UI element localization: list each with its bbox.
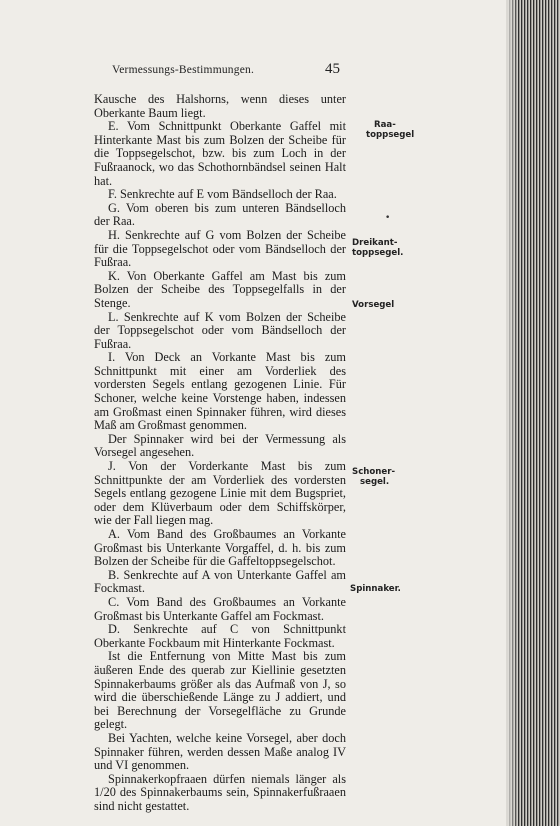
paragraph: K. Von Oberkante Gaffel am Mast bis zum Bolzen der Scheibe des Toppsegelfalls in der Stenge. (94, 268, 346, 310)
margin-note-vorsegel: Vorsegel (352, 300, 395, 310)
margin-note-schonersegel: Schoner- segel. (352, 467, 396, 487)
paragraph: G. Vom oberen bis zum unteren Bändselloch der Raa. (94, 200, 346, 229)
paragraph: Kausche des Halshorns, wenn dieses unter Oberkante Baum liegt. (94, 92, 346, 120)
paragraph: F. Senkrechte auf E vom Bändselloch der Raa. (108, 187, 337, 202)
speck-mark: • (385, 213, 391, 223)
paragraph: D. Senkrechte auf C von Schnittpunkt Oberkante Fockbaum mit Hinterkante Fockmast. (94, 622, 346, 650)
page-edge-stack (506, 0, 560, 826)
paragraph: Der Spinnaker wird bei der Vermessung als Vorsegel angesehen. (94, 431, 346, 460)
paragraph: A. Vom Band des Großbaumes an Vorkante Großmast bis Unterkante Vorgaffel, d. h. bis zum Bolzen der Scheibe für die Gaffeltoppsegelschot. (94, 527, 346, 569)
paragraph: I. Von Deck an Vorkante Mast bis zum Schnittpunkt mit einer am Vorderliek des vordersten Segels entlang gezogenen Linie. Für Schoner, welche keine Vorstenge haben, indessen am Großmast einen Spinnaker führen, wird dieses Maß am Großmast genommen. (94, 350, 346, 433)
paragraph: Bei Yachten, welche keine Vorsegel, aber doch Spinnaker führen, werden dessen Maße analog IV und VI genommen. (94, 730, 346, 773)
paragraph: E. Vom Schnittpunkt Oberkante Gaffel mit Hinterkante Mast bis zum Bolzen der Scheibe für die Toppsegelschot, bzw. bis zum Loch in der Fußraanock, wo das Schothornbändsel seinen Halt hat. (94, 119, 346, 188)
margin-note-raatoppsegel: Raa- toppsegel (366, 120, 415, 140)
body-text (94, 93, 346, 813)
paragraph: Spinnakerkopfraaen dürfen niemals länger als 1/20 des Spinnakerbaums sein, Spinnakerfußraaen sind nicht gestattet. (94, 771, 346, 813)
page-number: 45 (325, 61, 340, 77)
paragraph: L. Senkrechte auf K vom Bolzen der Scheibe der Toppsegelschot oder vom Bändselloch der Fußraa. (94, 309, 346, 351)
paragraph: C. Vom Band des Großbaumes an Vorkante Großmast bis Unterkante Gaffel am Fockmast. (94, 594, 346, 623)
paragraph: B. Senkrechte auf A von Unterkante Gaffel am Fockmast. (94, 567, 346, 596)
margin-note-dreikanttoppsegel: Dreikant- toppsegel. (352, 238, 404, 258)
paragraph: J. Von der Vorderkante Mast bis zum Schnittpunkte der am Vorderliek des vordersten Segels entlang gezogene Linie mit dem Bugspriet, oder dem Klüverbaum oder dem Schiffskörper, wie der Fall liegen mag. (94, 459, 346, 528)
margin-note-spinnaker: Spinnaker. (350, 584, 401, 594)
paragraph: Ist die Entfernung von Mitte Mast bis zum äußeren Ende des querab zur Kiellinie gesetzten Spinnakerbaums größer als das Aufmaß von J, so wird die überschießende Länge zu J addiert, und bei Berechnung der Vorsegelfläche zu Grunde gelegt. (94, 649, 346, 732)
running-head: Vermessungs-Bestimmungen. (112, 64, 255, 76)
paragraph: H. Senkrechte auf G vom Bolzen der Scheibe für die Toppsegelschot oder vom Bändselloch der Fußraa. (94, 227, 346, 270)
